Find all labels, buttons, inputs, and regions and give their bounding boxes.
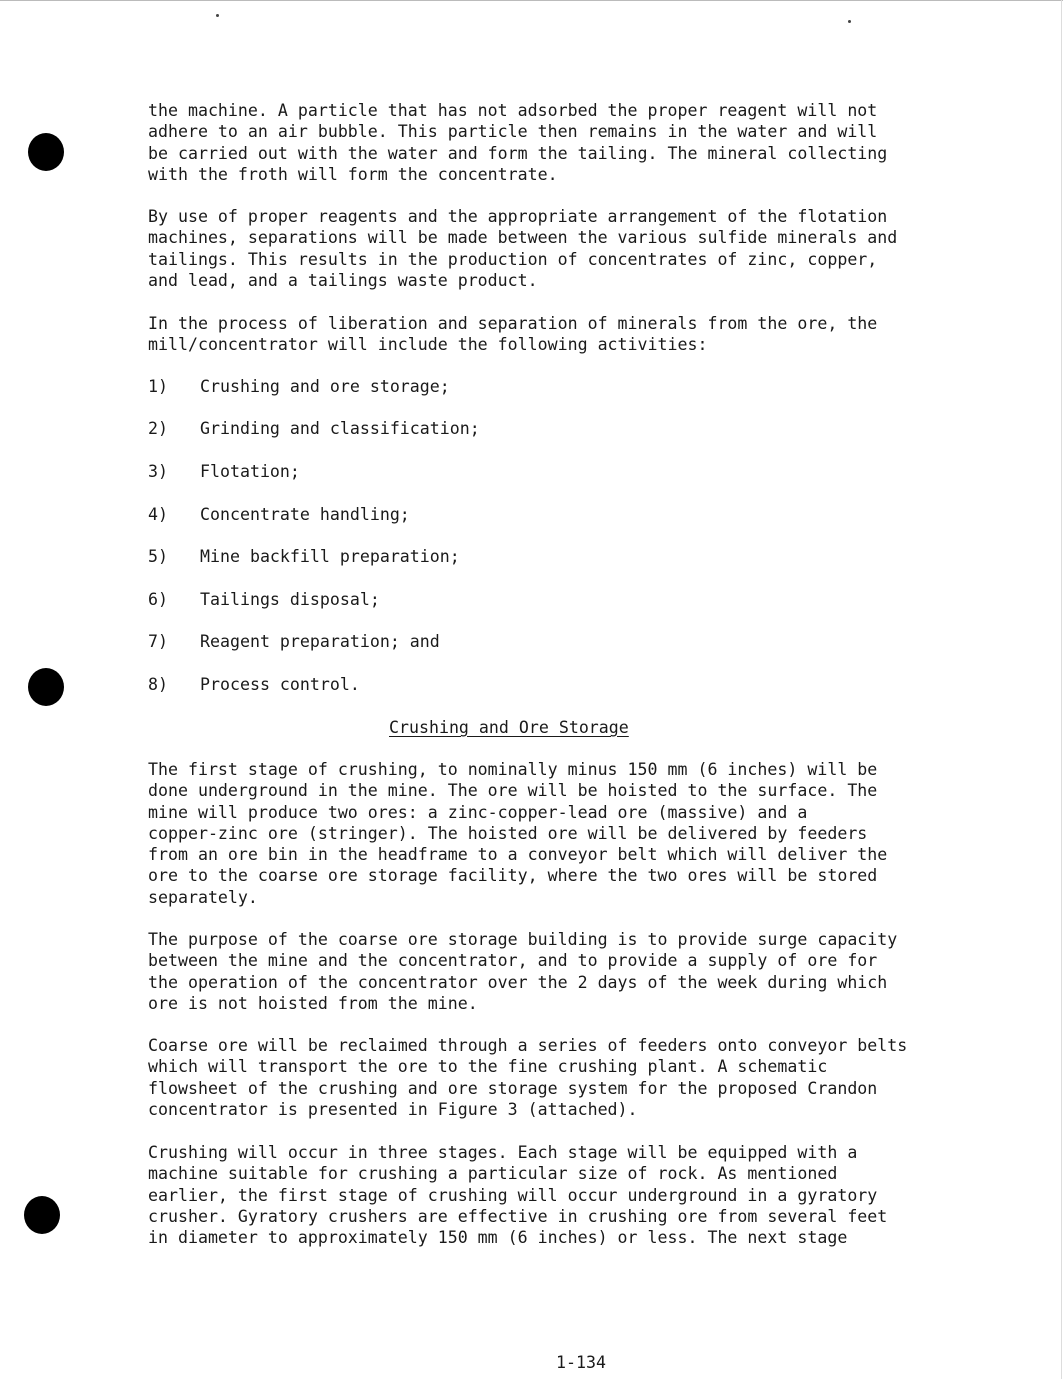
scan-edge-right: [1061, 0, 1062, 1379]
list-item-activity-3: [148, 461, 300, 482]
punch-hole-bottom: [24, 1196, 60, 1234]
list-item-text: Crushing and ore storage;: [200, 377, 450, 396]
punch-hole-middle: [28, 668, 64, 706]
list-item-text: Reagent preparation; and: [200, 632, 440, 651]
list-item-number: 7): [148, 632, 168, 651]
list-item-activity-6: [148, 589, 380, 610]
list-item-number: 5): [148, 547, 168, 566]
paragraph-activities-intro: In the process of liberation and separation of minerals from the ore, the mill/concentrator will include the following activities:: [148, 314, 878, 355]
punch-hole-top: [28, 133, 64, 171]
list-item-text: Mine backfill preparation;: [200, 547, 460, 566]
list-item-number: 8): [148, 675, 168, 694]
list-item-activity-8: [148, 674, 360, 695]
paragraph-crushing-stages: Crushing will occur in three stages. Each stage will be equipped with a machine suitable for crushing a particular size of rock. As mentioned earlier, the first stage of crushing will occur underground in a gyratory crusher. Gyratory crushers are effective in crushing ore from several feet in diameter to approximately 150 mm (6 inches) or less. The next stage: [148, 1143, 888, 1248]
list-item-number: 1): [148, 377, 168, 396]
list-item-activity-4: [148, 504, 410, 525]
paragraph-first-stage-crushing: The first stage of crushing, to nominally minus 150 mm (6 inches) will be done underground in the mine. The ore will be hoisted to the surface. The mine will produce two ores: a zinc-copper-lead ore (massive) and a copper-zinc ore (stringer). The hoisted ore will be delivered by feeders from an ore bin in the headframe to a conveyor belt which will deliver the ore to the coarse ore storage facility, where the two ores will be stored separately.: [148, 760, 888, 907]
paragraph-ore-reclaim: Coarse ore will be reclaimed through a series of feeders onto conveyor belts which will transport the ore to the fine crushing plant. A schematic flowsheet of the crushing and ore storage system for the proposed Crandon concentrator is presented in Figure 3 (attached).: [148, 1036, 908, 1119]
page-number: 1-134: [556, 1353, 606, 1372]
list-item-text: Process control.: [200, 675, 360, 694]
list-item-text: Concentrate handling;: [200, 505, 410, 524]
list-item-number: 4): [148, 505, 168, 524]
list-item-activity-5: [148, 546, 460, 567]
list-item-text: Grinding and classification;: [200, 419, 480, 438]
list-item-text: Tailings disposal;: [200, 590, 380, 609]
list-item-activity-1: [148, 376, 450, 397]
paragraph-coarse-ore-storage: The purpose of the coarse ore storage building is to provide surge capacity between the mine and the concentrator, and to provide a supply of ore for the operation of the concentrator over the 2 days of the week during which ore is not hoisted from the mine.: [148, 930, 898, 1013]
list-item-number: 2): [148, 419, 168, 438]
scan-speck: [848, 20, 851, 23]
scan-speck: [216, 14, 219, 17]
list-item-activity-7: [148, 631, 440, 652]
list-item-number: 6): [148, 590, 168, 609]
scan-edge-top: [0, 0, 1063, 1]
section-heading: Crushing and Ore Storage: [389, 718, 629, 737]
paragraph-flotation-tailing: the machine. A particle that has not adsorbed the proper reagent will not adhere to an air bubble. This particle then remains in the water and will be carried out with the water and form the tailing. The mineral collecting with the froth will form the concentrate.: [148, 101, 888, 184]
paragraph-reagents-separation: By use of proper reagents and the appropriate arrangement of the flotation machines, separations will be made between the various sulfide minerals and tailings. This results in the production of concentrates of zinc, copper, and lead, and a tailings waste product.: [148, 207, 898, 290]
list-item-text: Flotation;: [200, 462, 300, 481]
list-item-number: 3): [148, 462, 168, 481]
list-item-activity-2: [148, 418, 480, 439]
